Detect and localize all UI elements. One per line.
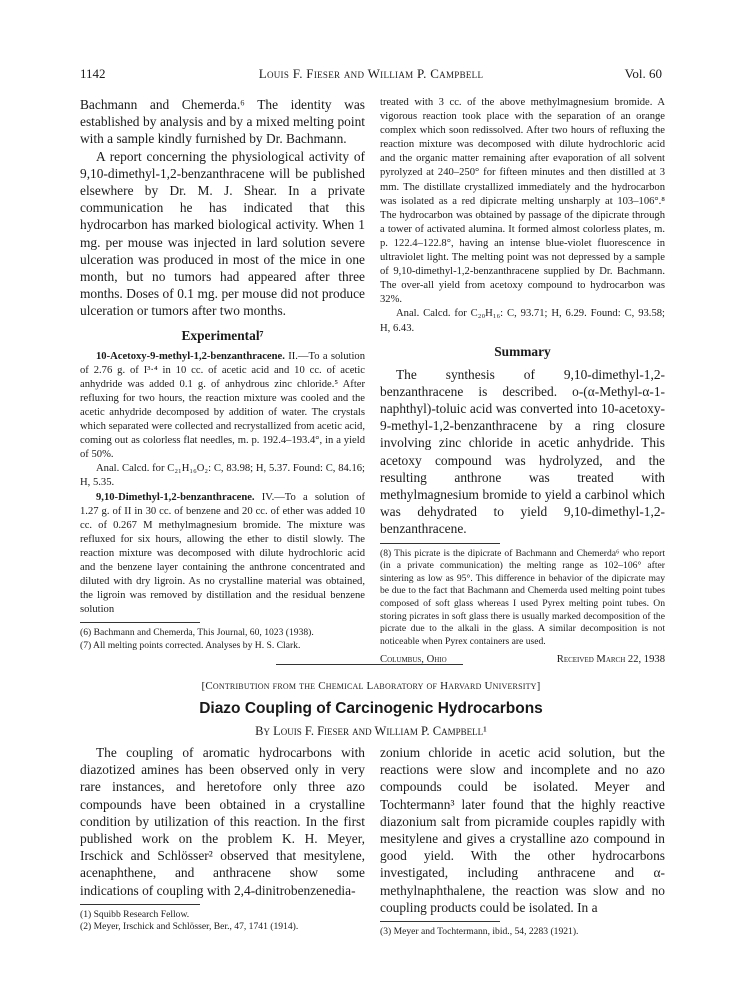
footnote-rule [380,921,500,922]
summary-heading: Summary [494,343,551,359]
experimental-paragraph [80,491,365,618]
byline: By Louis F. Fieser and William P. Campbell¹ [255,724,487,738]
compound-title: 10-Acetoxy-9-methyl-1,2-benzanthracene. [96,350,285,362]
running-head-authors: Louis F. Fieser and William P. Campbell [258,66,484,81]
paragraph: zonium chloride in acetic acid solution, but the reactions were slow and incomplete and no azo compounds could be isolated. Meyer and Tochtermann³ later found that the highly reactive diazonium salt from picramide couples rapidly with mesitylene and gives a crystalline azo compound in good yield. With the other hydrocarbons investigated, including anthracene and α-methylnaphthalene, the reaction was slow and no coupling products could be isolated. In a [380,745,665,915]
section-divider [276,664,463,665]
article-title: Diazo Coupling of Carcinogenic Hydrocarbons [199,700,543,717]
experimental-paragraph [80,350,365,463]
received-date: Received March 22, 1938 [556,654,665,666]
location: Columbus, Ohio [380,654,447,666]
footnote-rule [80,904,200,905]
paragraph: The coupling of aromatic hydrocarbons with diazotized amines has been observed only in very rare instances, and heretofore only three azo compounds have been obtained in a crystalline condition by utilization of this reaction. In the first published work on the problem K. H. Meyer, Irschick and Schlösser² observed that mesitylene, acenaphthene, and anthracene show some indications of coupling with 2,4-dinitrobenzenedia- [80,745,365,898]
paragraph: A report concerning the physiological activity of 9,10-dimethyl-1,2-benzanthracene will be published elsewhere by Dr. M. J. Shear. In a private communication he has indicated that this hydrocarbon has marked biological activity. When 1 mg. per mouse was injected in lard solution severe ulceration was produced in most of the mice in one month, but no tumors had appeared after three months. Doses of 0.1 mg. per mouse did not produce ulceration or tumors after two months. [80,148,365,319]
contribution-line: [Contribution from the Chemical Laboratory of Harvard University] [201,680,541,692]
footnote-rule [80,622,200,623]
analysis-line: Anal. Calcd. for C₂₀H₁₆: C, 93.71; H, 6.29. Found: C, 93.58; H, 6.43. [380,308,665,334]
page-number: 1142 [80,66,106,81]
running-head [80,66,662,86]
experimental-text: II.—To a solution of 2.76 g. of I³·⁴ in 10 cc. of acetic acid and 10 cc. of acetic anhydride was added 0.1 g. of anhydrous zinc chloride.⁵ After refluxing for two hours, the reaction mixture was cooled and the acetic anhydride decomposed by addition of water. The crystals which separated were collected and recrystallized from acetic acid, coming out as colorless flat needles, m. p. 192.4–193.4°, in a yield of 50%. [80,350,365,461]
footnote: (8) This picrate is the dipicrate of Bachmann and Chemerda⁶ who report (in a private communication) the melting range as 102–106° after sintering as low as 95°. This difference in behavior of the dipicrate may be due to the fact that Bachmann and Chemerda used melting point tubes composed of soft glass whereas I used Pyrex melting point tubes. On storing picrates in soft glass there is usually marked decomposition of the picrate due to the alkali in the glass. A similar decomposition is not noticeable when Pyrex containers are used. [380,547,665,647]
experimental-heading: Experimental⁷ [181,327,264,343]
footnote: (1) Squibb Research Fellow. [80,908,190,920]
footnote-rule [380,543,500,544]
experimental-text: treated with 3 cc. of the above methylmagnesium bromide. A vigorous reaction took place with the separation of an orange complex which soon redissolved. After two hours of refluxing the reaction mixture was decomposed with dilute hydrochloric acid and the organic matter remaining after evaporation of all solvent pyrolyzed at 240–250° for fifteen minutes and then distilled at 3 mm. The distillate crystallized immediately and the hydrocarbon was isolated as a red dipicrate melting unsharply at 103–106°.⁸ The hydrocarbon was obtained by passage of the dipicrate through a tower of activated alumina. It formed almost colorless plates, m. p. 122.4–122.8°, having an intense blue-violet fluorescence in ultraviolet light. The melting point was not depressed by a sample of 9,10-dimethyl-1,2-benzanthracene supplied by Dr. Bachmann. The over-all yield from acetoxy compound to hydrocarbon was 32%. [380,97,665,306]
volume-label: Vol. 60 [624,66,662,81]
analysis-line: Anal. Calcd. for C₂₁H₁₆O₂: C, 83.98; H, 5.37. Found: C, 84.16; H, 5.35. [80,463,365,489]
summary-paragraph: The synthesis of 9,10-dimethyl-1,2-benzanthracene is described. o-(α-Methyl-α-1-naphthyl)-toluic acid was converted into 10-acetoxy-9-methyl-1,2-benzanthracene by a ring closure involving zinc chloride in acetic anhydride. This acetoxy compound was hydrolyzed, and the resulting anthrone was treated with methylmagnesium bromide to yield a carbinol which was dehydrated to yield 9,10-dimethyl-1,2-benzanthracene. [380,366,665,537]
dateline [380,654,665,668]
footnote: (6) Bachmann and Chemerda, This Journal, 60, 1023 (1938). [80,627,314,639]
footnote: (7) All melting points corrected. Analyses by H. S. Clark. [80,640,301,652]
paragraph: Bachmann and Chemerda.⁶ The identity was established by analysis and by a mixed melting point with a sample kindly furnished by Dr. Bachmann. [80,97,365,147]
experimental-text: IV.—To a solution of 1.27 g. of II in 30 cc. of benzene and 20 cc. of ether was added 10 cc. of 0.267 M methylmagnesium bromide. The mixture was refluxed for six hours, allowing the ether to distil slowly. The reaction mixture was decomposed with dilute hydrochloric acid and the benzene layer containing the anthrone concentrated and diluted with dry ligroin. As no crystalline material was obtained, the ligroin was removed by distillation and the residual benzene solution [80,491,365,616]
footnote: (3) Meyer and Tochtermann, ibid., 54, 2283 (1921). [380,926,579,938]
footnote: (2) Meyer, Irschick and Schlösser, Ber., 47, 1741 (1914). [80,921,299,933]
article-right-column [380,744,665,939]
compound-title: 9,10-Dimethyl-1,2-benzanthracene. [96,491,255,503]
right-column [380,96,665,668]
article-left-column [80,744,365,934]
left-column [80,96,365,653]
